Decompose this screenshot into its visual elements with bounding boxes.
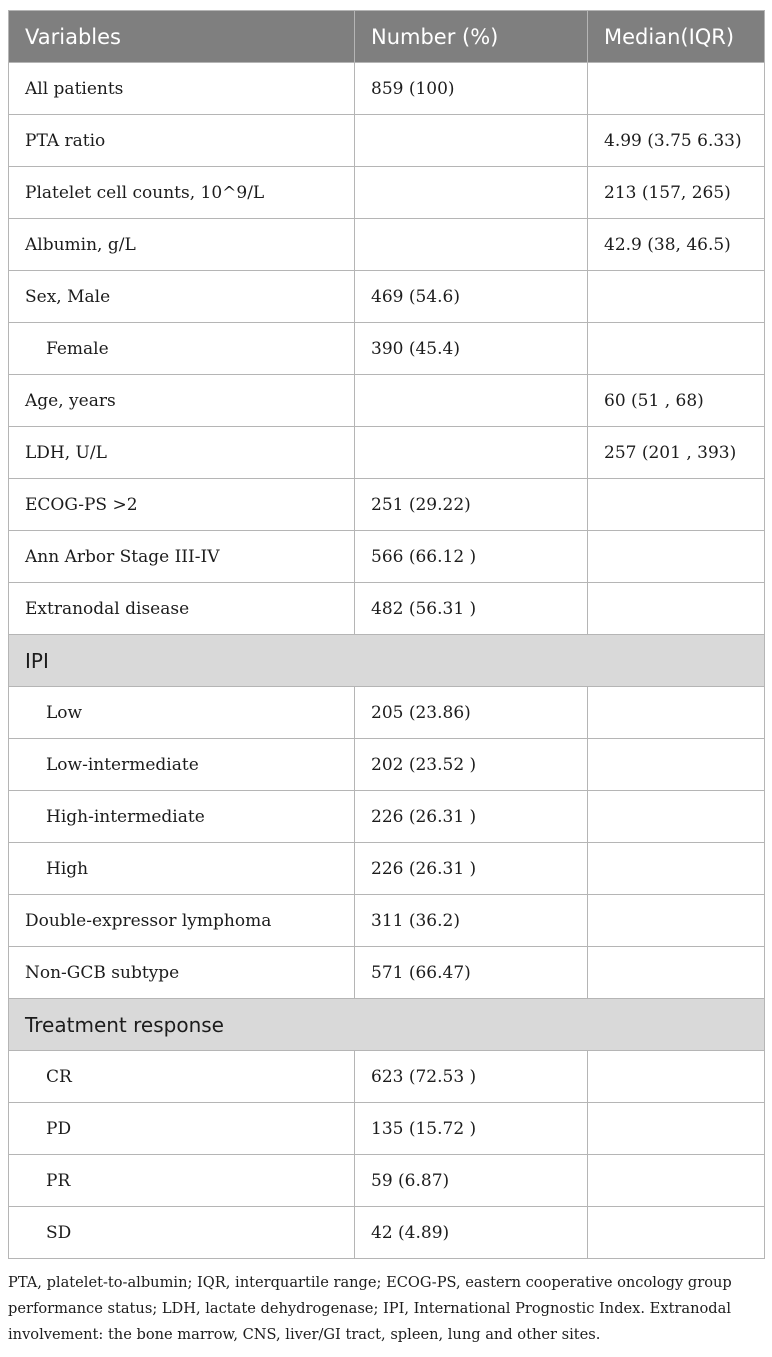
variable-cell: Platelet cell counts, 10^9/L (9, 167, 355, 219)
table-row (9, 895, 765, 947)
table-row (9, 271, 765, 323)
header-number: Number (%) (355, 11, 588, 63)
median-cell (588, 479, 765, 531)
header-variables: Variables (9, 11, 355, 63)
median-cell (588, 947, 765, 999)
table-row (9, 219, 765, 271)
number-cell: 623 (72.53 ) (355, 1051, 588, 1103)
median-cell: 4.99 (3.75 6.33) (588, 115, 765, 167)
median-cell (588, 323, 765, 375)
median-cell (588, 739, 765, 791)
table-row (9, 531, 765, 583)
median-cell: 213 (157, 265) (588, 167, 765, 219)
median-cell (588, 843, 765, 895)
number-cell: 390 (45.4) (355, 323, 588, 375)
number-cell: 42 (4.89) (355, 1207, 588, 1259)
median-cell: 42.9 (38, 46.5) (588, 219, 765, 271)
variable-cell: LDH, U/L (9, 427, 355, 479)
variable-cell: Non-GCB subtype (9, 947, 355, 999)
section-label: IPI (9, 635, 765, 687)
table-footnote: PTA, platelet-to-albumin; IQR, interquartile range; ECOG-PS, eastern cooperative oncology group performance status; LDH, lactate dehydrogenase; IPI, International Prognostic Index. Extranodal involvement: the bone marrow, CNS, liver/GI tract, spleen, lung and other sites. (8, 1274, 732, 1343)
table-row (9, 1103, 765, 1155)
median-cell (588, 1051, 765, 1103)
table-row (9, 947, 765, 999)
variable-cell: ECOG-PS >2 (9, 479, 355, 531)
table-row (9, 739, 765, 791)
median-cell (588, 1207, 765, 1259)
variable-cell: Double-expressor lymphoma (9, 895, 355, 947)
median-cell: 257 (201 , 393) (588, 427, 765, 479)
number-cell: 859 (100) (355, 63, 588, 115)
median-cell (588, 791, 765, 843)
header-median: Median(IQR) (588, 11, 765, 63)
variable-cell: High (9, 843, 355, 895)
table-row (9, 167, 765, 219)
number-cell: 226 (26.31 ) (355, 791, 588, 843)
variable-cell: SD (9, 1207, 355, 1259)
table-row (9, 323, 765, 375)
number-cell (355, 375, 588, 427)
table-row (9, 1207, 765, 1259)
median-cell (588, 1155, 765, 1207)
table-row (9, 427, 765, 479)
table-row (9, 791, 765, 843)
table-row (9, 115, 765, 167)
table-row (9, 687, 765, 739)
number-cell: 202 (23.52 ) (355, 739, 588, 791)
median-cell (588, 531, 765, 583)
table-row (9, 479, 765, 531)
median-cell (588, 1103, 765, 1155)
variable-cell: Albumin, g/L (9, 219, 355, 271)
variable-cell: Ann Arbor Stage III-IV (9, 531, 355, 583)
section-row-ipi (9, 635, 765, 687)
table-row (9, 1051, 765, 1103)
median-cell (588, 63, 765, 115)
variable-cell: CR (9, 1051, 355, 1103)
number-cell: 469 (54.6) (355, 271, 588, 323)
number-cell: 59 (6.87) (355, 1155, 588, 1207)
median-cell (588, 271, 765, 323)
median-cell (588, 687, 765, 739)
number-cell (355, 167, 588, 219)
variable-cell: Low-intermediate (9, 739, 355, 791)
number-cell (355, 427, 588, 479)
number-cell: 482 (56.31 ) (355, 583, 588, 635)
median-cell (588, 895, 765, 947)
number-cell (355, 219, 588, 271)
variable-cell: All patients (9, 63, 355, 115)
number-cell: 226 (26.31 ) (355, 843, 588, 895)
median-cell: 60 (51 , 68) (588, 375, 765, 427)
section-row-treatment-response (9, 999, 765, 1051)
variable-cell: Female (9, 323, 355, 375)
number-cell: 135 (15.72 ) (355, 1103, 588, 1155)
median-cell (588, 583, 765, 635)
table-row (9, 583, 765, 635)
variable-cell: PTA ratio (9, 115, 355, 167)
number-cell: 571 (66.47) (355, 947, 588, 999)
number-cell: 311 (36.2) (355, 895, 588, 947)
variable-cell: High-intermediate (9, 791, 355, 843)
number-cell (355, 115, 588, 167)
table-row (9, 843, 765, 895)
number-cell: 205 (23.86) (355, 687, 588, 739)
table-row (9, 63, 765, 115)
table-row (9, 375, 765, 427)
header-row (9, 11, 765, 63)
variable-cell: Age, years (9, 375, 355, 427)
table-row (9, 1155, 765, 1207)
data-table (8, 10, 765, 1259)
variable-cell: Sex, Male (9, 271, 355, 323)
variable-cell: Extranodal disease (9, 583, 355, 635)
number-cell: 251 (29.22) (355, 479, 588, 531)
variable-cell: Low (9, 687, 355, 739)
variable-cell: PD (9, 1103, 355, 1155)
section-label: Treatment response (9, 999, 765, 1051)
variable-cell: PR (9, 1155, 355, 1207)
number-cell: 566 (66.12 ) (355, 531, 588, 583)
